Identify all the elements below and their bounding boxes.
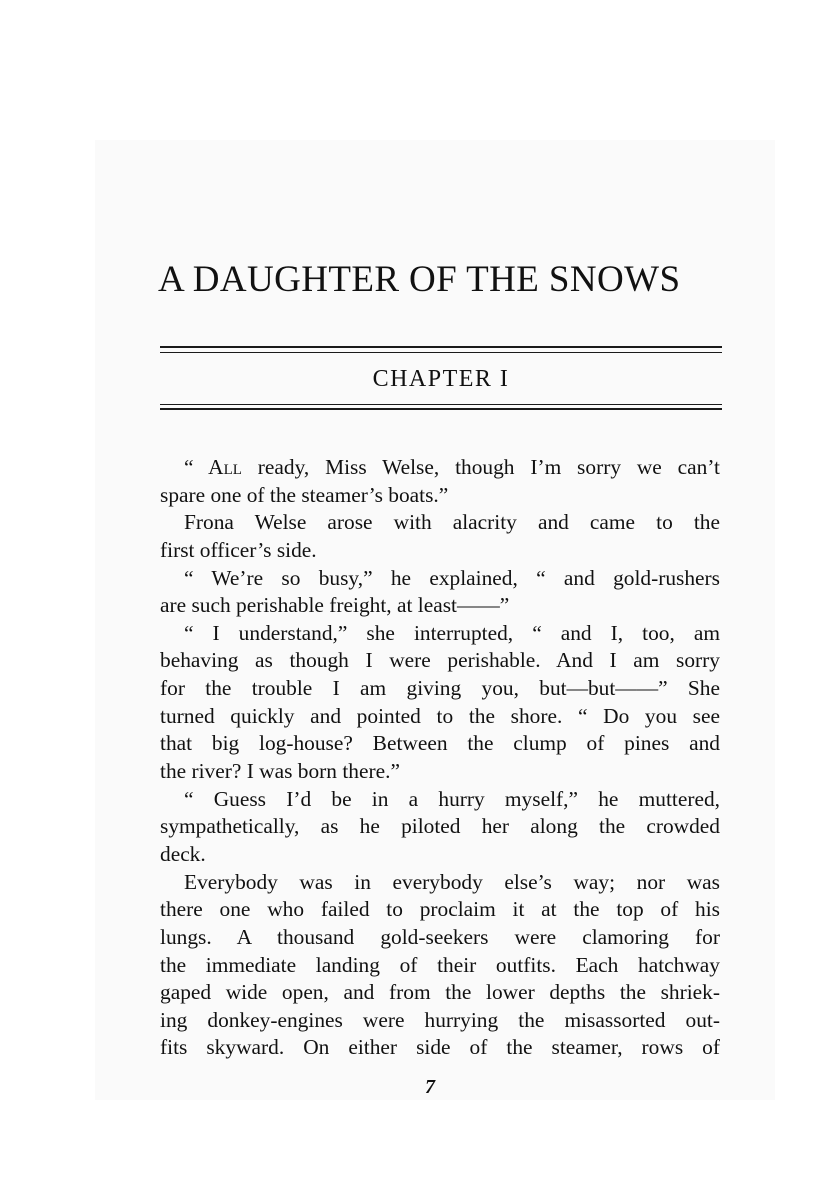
text-line: gaped wide open, and from the lower depths the shriek-: [160, 980, 720, 1005]
book-title: A DAUGHTER OF THE SNOWS: [158, 259, 681, 300]
bottom-rule-upper: [160, 404, 722, 405]
top-rule-lower: [160, 352, 722, 353]
top-rule-upper: [160, 346, 722, 348]
page-number: 7: [425, 1076, 435, 1098]
text-line: sympathetically, as he piloted her along the crowded: [160, 814, 720, 839]
text-line: fits skyward. On either side of the steamer, rows of: [160, 1035, 720, 1060]
text-line: there one who failed to proclaim it at the top of his: [160, 897, 720, 922]
text-line: behaving as though I were perishable. And I am sorry: [160, 648, 720, 673]
text-line: turned quickly and pointed to the shore. “ Do you see: [160, 703, 720, 728]
text-line: [160, 454, 720, 482]
text-line: the river? I was born there.”: [160, 759, 400, 784]
bottom-rule-lower: [160, 408, 722, 410]
text-line: Frona Welse arose with alacrity and came to the: [184, 510, 720, 535]
text-line: “ We’re so busy,” he explained, “ and gold-rushers: [184, 565, 720, 590]
chapter-body-text: [160, 454, 720, 1062]
text-line: that big log-house? Between the clump of pines and: [160, 731, 720, 756]
text-line: the immediate landing of their outfits. Each hatchway: [160, 952, 720, 977]
text-line: lungs. A thousand gold-seekers were clamoring for: [160, 924, 720, 949]
chapter-heading: CHAPTER I: [372, 366, 510, 392]
text-line: “ Guess I’d be in a hurry myself,” he muttered,: [184, 786, 720, 811]
text-line: for the trouble I am giving you, but—but——” She: [160, 676, 720, 701]
text-line: “ I understand,” she interrupted, “ and I, too, am: [184, 620, 720, 645]
text-line: Everybody was in everybody else’s way; nor was: [184, 869, 720, 894]
text-line: ing donkey-engines were hurrying the misassorted out-: [160, 1007, 720, 1032]
text-line: first officer’s side.: [160, 537, 317, 562]
text-line: spare one of the steamer’s boats.”: [160, 482, 449, 507]
text-line: deck.: [160, 841, 206, 866]
small-caps-opening: “ All: [184, 455, 242, 479]
text-line: are such perishable freight, at least——”: [160, 593, 510, 618]
text-line-rest: ready, Miss Welse, though I’m sorry we can’t: [241, 455, 720, 479]
